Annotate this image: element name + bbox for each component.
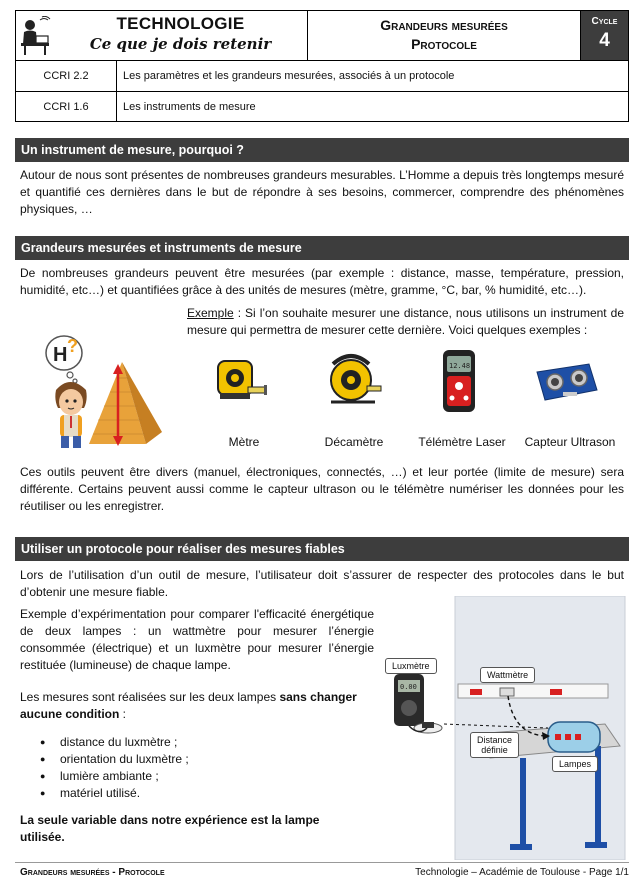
surveyor-tape-icon: [323, 350, 383, 417]
student-desk-icon: [16, 11, 54, 60]
list-item: ● orientation du luxmètre ;: [40, 751, 340, 768]
tool-label-metre: Mètre: [228, 435, 260, 449]
ccri-row: [16, 91, 628, 121]
measures-colon: :: [119, 707, 127, 721]
example-label: Exemple: [187, 306, 234, 320]
list-item: ● lumière ambiante ;: [40, 768, 340, 785]
header-topic-line1: Grandeurs mesurées: [380, 17, 508, 33]
label-distance-line1: Distance: [477, 735, 513, 745]
section-quantities-intro: De nombreuses grandeurs peuvent être mesurées (par exemple : distance, masse, température, pression, humidité, etc…) et quantifiées grâce à des unités de mesures (mètre, gramme, °C, bar, % humidité, etc…).: [20, 266, 624, 297]
cycle-label: Cycle: [591, 16, 618, 27]
conditions-list: [40, 734, 340, 802]
cycle-badge: [581, 11, 628, 60]
example-text: : Si l’on souhaite mesurer une distance, nous utilisons un instrument de mesure qui permettra de mesurer cette dernière. Voici quelques exemples :: [187, 306, 624, 337]
ccri-row: [16, 61, 628, 91]
footer-right: Technologie – Académie de Toulouse - Page 1/1: [415, 867, 629, 878]
tape-measure-icon: [212, 355, 272, 416]
label-luxmetre: Luxmètre: [385, 658, 437, 674]
ccri-text: Les instruments de mesure: [123, 100, 256, 113]
list-item: ● matériel utilisé.: [40, 785, 340, 802]
header-subtitle: Ce que je dois retenir: [89, 35, 272, 53]
svg-text:H: H: [53, 344, 68, 366]
section-title-protocol: Utiliser un protocole pour réaliser des mesures fiables: [15, 537, 629, 561]
svg-text:12.48: 12.48: [449, 362, 471, 370]
header-topic-line2: Protocole: [411, 36, 477, 52]
example-paragraph: [187, 305, 624, 339]
header-title-block: [54, 11, 308, 60]
measures-emphasis: sans changer aucune condition: [20, 690, 357, 721]
svg-text:?: ?: [67, 336, 78, 356]
section-quantities-outro: Ces outils peuvent être divers (manuel, électroniques, connectés, …) et leur portée (limite de mesure) sera différente. Certains peuvent aussi comme le capteur ultrason ou le télémètre numériser les données pour les réutiliser ou les enregistrer.: [20, 465, 624, 513]
tool-label-decametre: Décamètre: [324, 435, 384, 449]
tool-label-laser: Télémètre Laser: [418, 435, 506, 449]
experiment-setup-figure: [380, 596, 630, 865]
ccri-code: CCRI 2.2: [16, 61, 117, 91]
header-title: TECHNOLOGIE: [116, 14, 245, 33]
page-header: [15, 10, 629, 61]
label-distance: [470, 732, 519, 758]
header-topic: [308, 11, 581, 60]
measures-text: Les mesures sont réalisées sur les deux lampes: [20, 690, 280, 704]
label-wattmetre: Wattmètre: [480, 667, 535, 683]
footer-divider: [15, 862, 629, 863]
section-why-body: Autour de nous sont présentes de nombreuses grandeurs mesurables. L’Homme a depuis très longtemps mesuré et quantifié ces dernières dans le but de répondre à ses besoins, commercer, comprendre des phénomènes physiques, …: [20, 168, 624, 216]
ccri-table: [15, 61, 629, 122]
section-title-why: Un instrument de mesure, pourquoi ?: [15, 138, 629, 162]
experiment-paragraph: Exemple d’expérimentation pour comparer l'efficacité énergétique de deux lampes : un wattmètre pour mesurer l’énergie consommée (électrique) et un luxmètre pour mesurer l’énergie restituée (lumineuse) de chaque lampe.: [20, 607, 374, 672]
section-protocol-intro: Lors de l’utilisation d’un outil de mesure, l’utilisateur doit s’assurer de respecter des protocoles dans le but d’obtenir une mesure fiable.: [20, 568, 624, 599]
ultrasonic-sensor-icon: [533, 360, 599, 411]
ccri-text: Les paramètres et les grandeurs mesurées, associés à un protocole: [123, 70, 455, 82]
ccri-code: CCRI 1.6: [16, 92, 117, 121]
laser-rangefinder-icon: [437, 348, 481, 419]
tool-label-ultrasonic: Capteur Ultrason: [524, 435, 616, 449]
thinking-boy-pyramid-icon: [34, 328, 184, 455]
conclusion-text: La seule variable dans notre expérience est la lampe utilisée.: [20, 813, 320, 844]
list-item: ● distance du luxmètre ;: [40, 734, 340, 751]
cycle-number: 4: [599, 30, 610, 51]
measures-paragraph: [20, 689, 374, 723]
label-lampes: Lampes: [552, 756, 598, 772]
section-title-quantities: Grandeurs mesurées et instruments de mesure: [15, 236, 629, 260]
experiment-setup-svg: [380, 596, 630, 860]
label-distance-line2: définie: [481, 745, 508, 755]
luxmeter-display: 0.00: [400, 683, 417, 691]
footer-left: Grandeurs mesurées - Protocole: [20, 867, 165, 878]
